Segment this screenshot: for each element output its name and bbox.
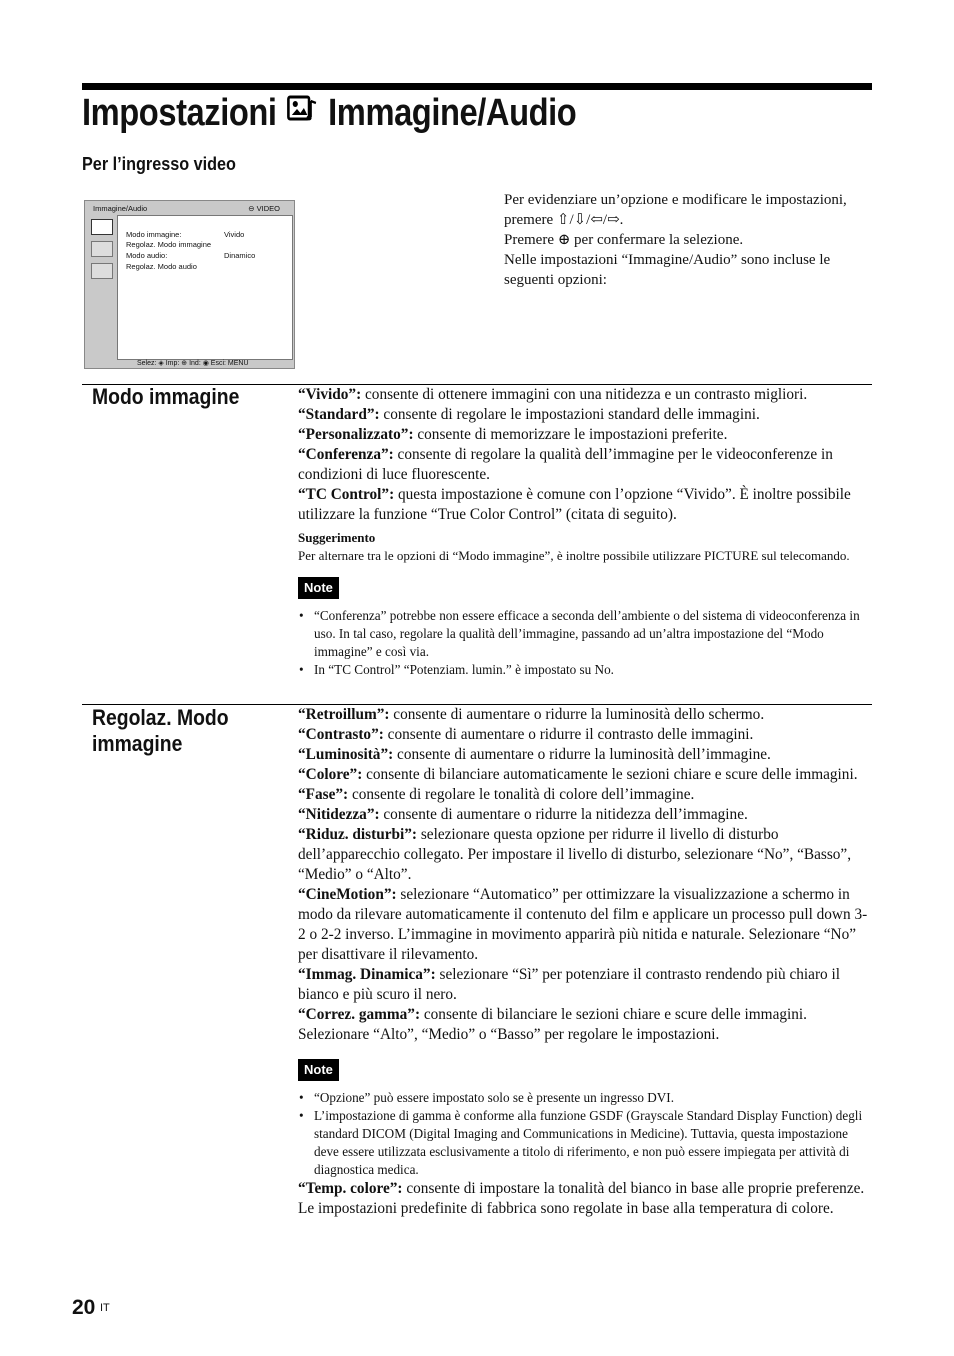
note-label: Note: [298, 577, 339, 599]
picture-audio-icon: [287, 92, 318, 135]
intro-line: Nelle impostazioni “Immagine/Audio” sono incluse le seguenti opzioni:: [504, 252, 831, 288]
definition-item: “Nitidezza”: consente di aumentare o ridurre la nitidezza dell’immagine.: [298, 806, 748, 823]
title-right: Immagine/Audio: [328, 92, 577, 134]
definition-item: “CineMotion”: selezionare “Automatico” per ottimizzare la visualizzazione a schermo in modo da rilevare automaticamente il contenuto del film e applicare un processo pull down 3-2 o 2-2 inverso. L’immagine in movimento apparirà più nitida e naturale. Selezionare “No” per disattivare il rilevamento.: [298, 886, 868, 963]
note-item: • “Opzione” può essere impostato solo se è presente un ingresso DVI.: [298, 1089, 873, 1107]
definition-item: “Vivido”: consente di ottenere immagini con una nitidezza e un contrasto migliori.: [298, 386, 808, 403]
intro-line: Per evidenziare un’opzione e modificare le impostazioni, premere ⇧/⇩/⇦/⇨.: [504, 192, 847, 228]
osd-row: Modo immagine: Vivido: [126, 230, 245, 239]
section-heading-regolaz-modo-immagine: Regolaz. Modo immagine: [92, 705, 229, 756]
osd-panel: [117, 215, 293, 360]
definition-item: “Immag. Dinamica”: selezionare “Sì” per potenziare il contrasto rendendo più chiaro il bianco e più scuro il nero.: [298, 966, 841, 1003]
definition-item: “Colore”: consente di bilanciare automaticamente le sezioni chiare e scure delle immagini.: [298, 766, 858, 783]
definition-item: “Contrasto”: consente di aumentare o ridurre il contrasto delle immagini.: [298, 726, 754, 743]
page-language: IT: [100, 1302, 110, 1314]
definition-item: “Retroillum”: consente di aumentare o ridurre la luminosità dello schermo.: [298, 706, 765, 723]
title-rule: [82, 83, 872, 90]
osd-input-label: ⊖ VIDEO: [248, 204, 280, 213]
tip-text: Per alternare tra le opzioni di “Modo immagine”, è inoltre possibile utilizzare PICTURE sul telecomando.: [298, 548, 850, 563]
subtitle: Per l’ingresso video: [82, 154, 236, 174]
section-body-regolaz-modo-immagine: [298, 705, 873, 1219]
tip-title: Suggerimento: [298, 530, 376, 545]
osd-row: Modo audio: Dinamico: [126, 251, 256, 260]
osd-header-title: Immagine/Audio: [93, 204, 148, 213]
definition-item: “Luminosità”: consente di aumentare o ridurre la luminosità dell’immagine.: [298, 746, 771, 763]
note-label: Note: [298, 1059, 339, 1081]
note-item: • L’impostazione di gamma è conforme alla funzione GSDF (Grayscale Standard Display Function) degli standard DICOM (Digital Imaging and Communications in Medicine). Tuttavia, questa impostazione deve essere utilizzata esclusivamente a titolo di riferimento, e non può essere impiegata per attività di diagnostica medica.: [298, 1107, 873, 1179]
osd-setup-icon: [91, 263, 113, 279]
note-item: • In “TC Control” “Potenziam. lumin.” è impostato su No.: [298, 661, 873, 679]
osd-header: [93, 204, 280, 213]
title-left: Impostazioni: [82, 92, 277, 134]
definition-item: “Temp. colore”: consente di impostare la tonalità del bianco in base alle proprie preferenze. Le impostazioni predefinite di fabbrica sono regolate in base alla temperatura di colore.: [298, 1180, 865, 1217]
osd-picture-icon: [91, 219, 113, 235]
definition-item: “TC Control”: questa impostazione è comune con l’opzione “Vivido”. È inoltre possibile utilizzare la funzione “True Color Control” (citata di seguito).: [298, 486, 851, 523]
osd-menu-screenshot: [84, 200, 295, 369]
section-heading-modo-immagine: Modo immagine: [92, 384, 240, 409]
intro-line: Premere ⊕ per confermare la selezione.: [504, 232, 744, 248]
intro-text: [504, 190, 874, 290]
page-title: [82, 92, 576, 135]
definition-item: “Standard”: consente di regolare le impostazioni standard delle immagini.: [298, 406, 760, 423]
osd-row: Regolaz. Modo audio: [126, 262, 197, 271]
osd-footer: Selez: ◈ Imp: ⊕ Ind: ◉ Esci: MENU: [137, 360, 249, 367]
note-item: • “Conferenza” potrebbe non essere efficace a seconda dell’ambiente o del sistema di videoconferenza in uso. In tal caso, regolare la qualità dell’immagine, passando ad un’altra impostazione del “Modo immagine” e così via.: [298, 607, 873, 661]
definition-item: “Fase”: consente di regolare le tonalità di colore dell’immagine.: [298, 786, 695, 803]
definition-item: “Personalizzato”: consente di memorizzare le impostazioni preferite.: [298, 426, 728, 443]
osd-row: Regolaz. Modo immagine: [126, 240, 212, 249]
osd-sidebar: [89, 215, 113, 285]
osd-screen-icon: [91, 241, 113, 257]
definition-item: “Riduz. disturbi”: selezionare questa opzione per ridurre il livello di disturbo dell’apparecchio collegato. Per impostare il livello di disturbo, selezionare “No”, “Basso”, “Medio” o “Alto”.: [298, 826, 852, 883]
definition-item: “Conferenza”: consente di regolare la qualità dell’immagine per le videoconferenze in condizioni di luce fluorescente.: [298, 446, 833, 483]
definition-item: “Correz. gamma”: consente di bilanciare le sezioni chiare e scure delle immagini. Selezionare “Alto”, “Medio” o “Basso” per regolare le impostazioni.: [298, 1006, 807, 1043]
section-body-modo-immagine: [298, 385, 873, 679]
page-number: 20: [72, 1296, 96, 1319]
